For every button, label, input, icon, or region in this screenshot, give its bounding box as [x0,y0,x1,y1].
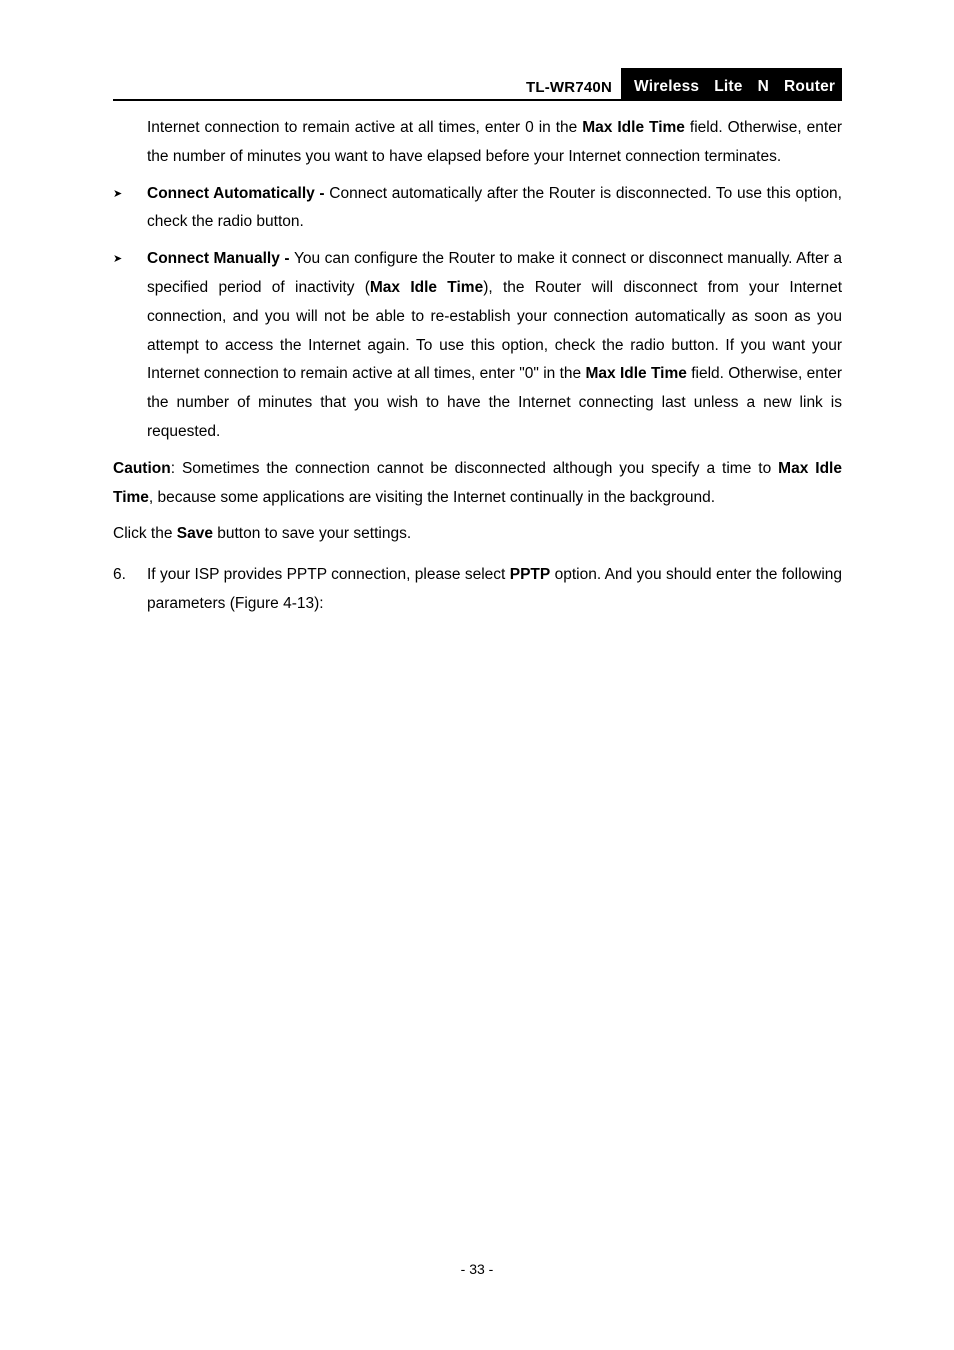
text-run: button to save your settings. [212,525,412,543]
bullet-title: Connect Manually - [147,250,294,268]
step-number: 6. [113,566,126,584]
step-6 [113,561,842,619]
text-run: Internet connection to remain active at all times, enter 0 in the [147,119,583,136]
text-run: field. Otherwise, enter the number of minutes you want to have elapsed before your Internet connection terminates. [147,119,842,165]
text-run: field. Otherwise, enter the number of minutes that you wish to have the Internet connecting last unless a new link is requested. [147,365,842,440]
text-run: option. And you should enter the following parameters (Figure 4-13): [147,566,843,612]
text-run: ), the Router will disconnect from your Internet connection, and you will not be able to re-establish your connection automatically as soon as you attempt to access the Internet again. To use this option, check the radio button. If you want your Internet connection to remain active at all times, enter "0" in the [147,278,842,383]
continued-paragraph [113,114,842,172]
save-note-paragraph [113,520,842,549]
bold-term: PPTP [509,566,551,584]
bullet-title: Connect Automatically - [147,184,330,202]
arrow-bullet-icon: ➤ [113,253,123,266]
bullet-text [147,180,842,238]
text-run: , because some applications are visiting the Internet continually in the background. [148,488,715,506]
bold-term: Max Idle Time [585,365,687,383]
bold-term: Max Idle Time [369,278,484,296]
page-number: - 33 - [460,1261,494,1277]
bullet-text [147,245,842,447]
caution-label: Caution [113,459,171,477]
text-run: Connect automatically after the Router is disconnected. To use this option, check the radio button. [147,184,842,231]
bullet-connect-automatically [113,180,842,238]
step-text [147,561,842,619]
bold-term: Save [176,525,213,543]
bold-term: Max Idle Time [113,459,842,506]
text-run: Click the [113,525,177,543]
page-header [113,68,842,101]
caution-paragraph [113,455,842,513]
model-name: TL-WR740N [526,79,612,96]
product-title-box [621,68,842,99]
text-run: : Sometimes the connection cannot be disconnected although you specify a time to [170,459,779,477]
arrow-bullet-icon: ➤ [113,187,123,200]
text-run: You can configure the Router to make it connect or disconnect manually. After a specified period of inactivity ( [147,250,842,296]
bold-term: Max Idle Time [582,119,685,136]
bullet-connect-manually [113,245,842,447]
product-title: Wireless Lite N Router [634,78,836,95]
text-run: If your ISP provides PPTP connection, please select [147,566,510,584]
page-content [113,114,842,619]
